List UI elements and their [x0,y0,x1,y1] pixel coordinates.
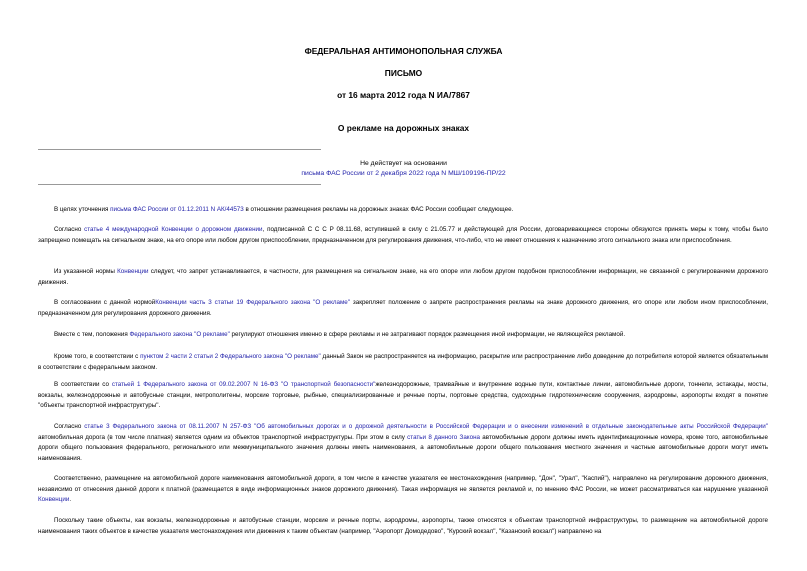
paragraph-text: автомобильные дороги должны иметь идентификационные номера, кроме того, автомобильные дороги общего пользования федерального, регионального или межмуниципального значения должны иметь наименования, а автомобильные дороги общего пользования местного значения и частные автомобильные дороги могут иметь наименования. [38,433,768,462]
paragraph-2 [38,225,768,246]
divider-bottom [38,184,321,185]
document-date-number: от 16 марта 2012 года N ИА/7867 [337,90,470,100]
paragraph-1 [38,205,768,216]
paragraph-10 [38,516,768,537]
paragraph-text: Соответственно, размещение на автомобильной дороге наименования автомобильной дороги, в том числе в качестве указателя ее местонахождения (например, "Дон", "Урал", "Каспий"), направлено на регулирование дорожного движения, независимо от отнесения данной дороги к платной (размещается в виде информационных знаков дорожного движения). Такая информация не является рекламой и, по мнению ФАС России, не может рассматриваться как нарушение указанной [38,475,768,493]
legal-reference-link[interactable]: письма ФАС России от 01.12.2011 N АК/44573 [110,206,244,213]
paragraph-text: Вместе с тем, положения [54,331,130,338]
paragraph-text: Согласно [54,226,85,233]
legal-reference-link[interactable]: статье 3 Федерального закона от 08.11.2007 N 257-ФЗ "Об автомобильных дорогах и о дорожной деятельности в Российской Федерации и о внесении изменений в отдельные законодательные акты Российской Федерации" [84,423,768,430]
paragraph-text: Из указанной нормы [54,268,118,275]
paragraph-text: Поскольку такие объекты, как вокзалы, железнодорожные и автобусные станции, морские и речные порты, аэродромы, аэропорты, также относятся к объектам транспортной инфраструктуры, то размещение на автомобильной дороге наименования таких объектов в качестве указателя местонахождения или движения к таким объектам (например, "Аэропорт Домодедово", "Курский вокзал", "Казанский вокзал") направлено на [38,517,768,535]
agency-name: ФЕДЕРАЛЬНАЯ АНТИМОНОПОЛЬНАЯ СЛУЖБА [304,46,503,56]
paragraph-7 [38,380,768,412]
legal-reference-link[interactable]: статьи 8 данного Закона [407,433,480,441]
paragraph-text: В согласовании с данной нормой [54,299,156,306]
paragraph-6 [38,352,768,373]
paragraph-text: закрепляет положение о запрете распространения рекламы на знаке дорожного движения, его опоре или любом ином приспособлении, предназначенном для регулирования дорожного движения. [38,299,768,317]
status-note-link[interactable]: письма ФАС России от 2 декабря 2022 года N МШ/109196-ПР/22 [301,170,506,177]
legal-reference-link[interactable]: Конвенции [38,496,70,504]
legal-reference-link[interactable]: пунктом 2 части 2 статьи 2 Федерального закона "О рекламе" [140,353,321,360]
document-subject: О рекламе на дорожных знаках [337,123,470,133]
status-note-text: Не действует на основании [360,160,447,167]
paragraph-5 [38,330,768,341]
paragraph-text: автомобильная дорога (в том числе платная) является одним из объектов транспортной инфраструктуры. При этом в силу [38,433,408,441]
legal-reference-link[interactable]: Федерального закона "О рекламе" [129,331,230,338]
paragraph-8 [38,422,768,464]
legal-reference-link[interactable]: Конвенции часть 3 статьи 19 Федерального закона "О рекламе" [155,299,350,306]
legal-reference-link[interactable]: статьей 1 Федерального закона от 09.02.2007 N 16-ФЗ "О транспортной безопасности" [111,381,376,388]
paragraph-text: в отношении размещения рекламы на дорожных знаках ФАС России сообщает следующее. [243,206,514,213]
paragraph-text: . [69,496,72,504]
legal-reference-link[interactable]: статье 4 международной Конвенции о дорожном движении [84,226,263,233]
paragraph-text: В целях уточнения [54,206,111,213]
paragraph-text: Согласно [54,423,85,430]
paragraph-text: железнодорожные, трамвайные и внутренние водные пути, контактные линии, автомобильные дороги, тоннели, эстакады, мосты, вокзалы, железнодорожные и автобусные станции, метрополитены, морские торговые, рыбные, специализированные и речные порты, портовые средства, судоходные гидротехнические сооружения, аэродромы, аэропорты входят в понятие "объекты транспортной инфраструктуры". [38,381,768,410]
paragraph-text: Кроме того, в соответствии с [54,353,141,360]
paragraph-text: следует, что запрет устанавливается, в частности, для размещения на сигнальном знаке, на его опоре или любом другом подобном приспособлении информации, не связанной с регулированием дорожного движения. [38,268,768,286]
paragraph-4 [38,298,768,319]
paragraph-text: В соответствии со [54,381,112,388]
paragraph-9 [38,474,768,506]
paragraph-text: , подписанной С С С Р 08.11.68, вступившей в силу с 21.05.77 и действующей для России, договаривающиеся стороны обязуются принять меры к тому, чтобы было запрещено помещать на сигнальном знаке, на его опоре или любом другом приспособлении, предназначенном для регулирования движения, что-либо, что не имеет отношения к назначению этого сигнального знака или приспособления. [38,226,769,244]
paragraph-text: данный Закон не распространяется на информацию, раскрытие или распространение либо доведение до потребителя которой является обязательным в соответствии с федеральным законом. [38,353,769,371]
paragraph-text: регулируют отношения именно в сфере рекламы и не затрагивают порядок размещения иной информации, не являющейся рекламой. [229,331,626,338]
legal-reference-link[interactable]: Конвенции [117,268,149,275]
status-note-link-line [0,170,807,177]
divider-top [38,149,321,150]
paragraph-3 [38,267,768,288]
document-type: ПИСЬМО [384,68,423,78]
